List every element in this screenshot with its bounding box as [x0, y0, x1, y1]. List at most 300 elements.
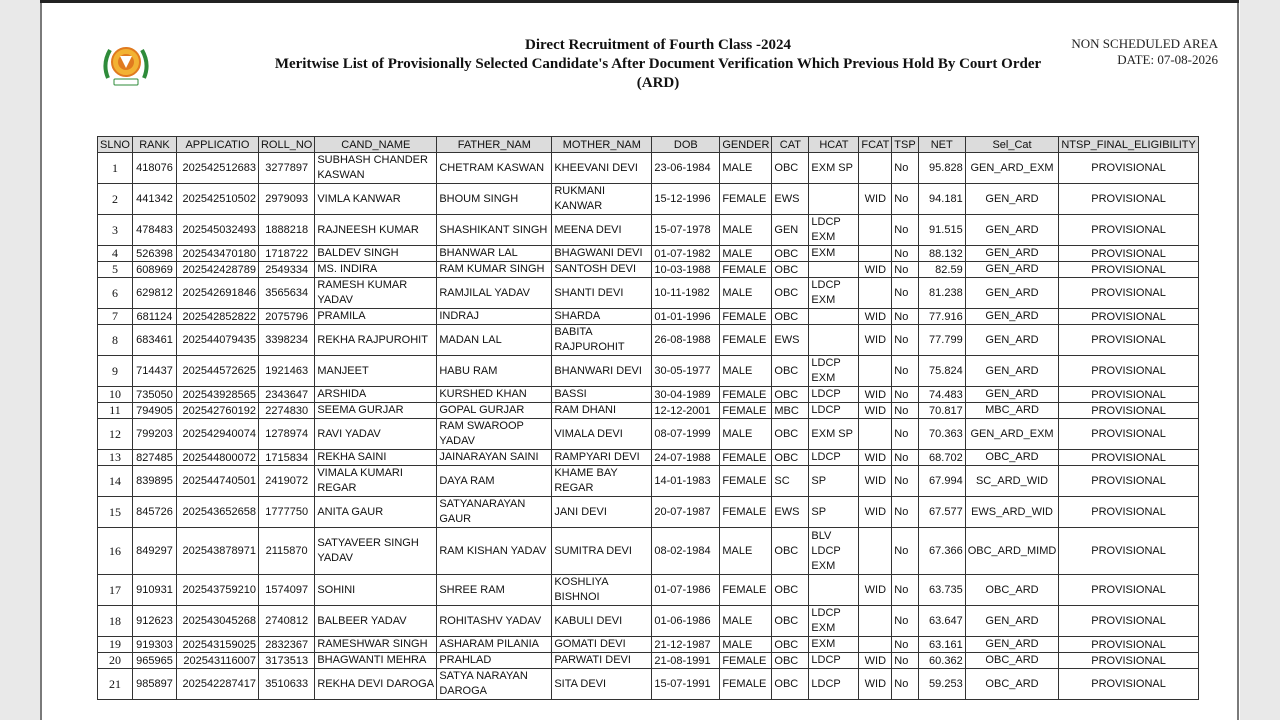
selected-category-cell: OBC_ARD	[965, 653, 1059, 669]
father-name-cell: PRAHLAD	[437, 653, 552, 669]
net-score-cell: 82.59	[918, 262, 965, 278]
tsp-cell: No	[892, 356, 918, 387]
rank-cell: 919303	[132, 637, 176, 653]
mother-name-cell: SHARDA	[552, 309, 652, 325]
table-row	[98, 262, 1199, 278]
table-body	[98, 153, 1199, 700]
category-cell: OBC	[772, 669, 809, 700]
rank-cell: 608969	[132, 262, 176, 278]
selected-category-cell: GEN_ARD	[965, 278, 1059, 309]
dob-cell: 01-07-1986	[652, 575, 720, 606]
fcat-cell	[859, 528, 892, 575]
mother-name-cell: KHEEVANI DEVI	[552, 153, 652, 184]
category-cell: OBC	[772, 356, 809, 387]
slno-cell: 15	[98, 497, 133, 528]
roll-no-cell: 3173513	[258, 653, 314, 669]
tsp-cell: No	[892, 184, 918, 215]
category-cell: OBC	[772, 262, 809, 278]
dob-cell: 30-04-1989	[652, 387, 720, 403]
fcat-cell: WID	[859, 309, 892, 325]
application-cell: 202543159025	[176, 637, 258, 653]
selected-category-cell: GEN_ARD	[965, 262, 1059, 278]
rank-cell: 912623	[132, 606, 176, 637]
slno-cell: 21	[98, 669, 133, 700]
column-header: RANK	[132, 137, 176, 153]
rank-cell: 683461	[132, 325, 176, 356]
net-score-cell: 88.132	[918, 246, 965, 262]
dob-cell: 08-07-1999	[652, 419, 720, 450]
title-line-2: Meritwise List of Provisionally Selected Candidate's After Document Verification Which Previous Hold By Court Order	[274, 56, 1042, 72]
slno-cell: 17	[98, 575, 133, 606]
roll-no-cell: 2075796	[258, 309, 314, 325]
application-cell: 202542852822	[176, 309, 258, 325]
roll-no-cell: 1574097	[258, 575, 314, 606]
dob-cell: 10-03-1988	[652, 262, 720, 278]
fcat-cell	[859, 419, 892, 450]
hcat-cell	[809, 184, 859, 215]
tsp-cell: No	[892, 278, 918, 309]
eligibility-cell: PROVISIONAL	[1059, 356, 1199, 387]
eligibility-cell: PROVISIONAL	[1059, 419, 1199, 450]
candidate-name-cell: RAMESH KUMAR YADAV	[315, 278, 437, 309]
tsp-cell: No	[892, 606, 918, 637]
category-cell: OBC	[772, 419, 809, 450]
category-cell: OBC	[772, 153, 809, 184]
tsp-cell: No	[892, 528, 918, 575]
net-score-cell: 91.515	[918, 215, 965, 246]
father-name-cell: RAM SWAROOP YADAV	[437, 419, 552, 450]
hcat-cell: EXM SP	[809, 153, 859, 184]
fcat-cell	[859, 246, 892, 262]
category-cell: OBC	[772, 653, 809, 669]
category-cell: SC	[772, 466, 809, 497]
mother-name-cell: BABITA RAJPUROHIT	[552, 325, 652, 356]
mother-name-cell: KABULI DEVI	[552, 606, 652, 637]
rank-cell: 799203	[132, 419, 176, 450]
slno-cell: 5	[98, 262, 133, 278]
table-row	[98, 184, 1199, 215]
roll-no-cell: 1715834	[258, 450, 314, 466]
mother-name-cell: RAMPYARI DEVI	[552, 450, 652, 466]
rank-cell: 965965	[132, 653, 176, 669]
candidate-name-cell: BHAGWANTI MEHRA	[315, 653, 437, 669]
roll-no-cell: 2979093	[258, 184, 314, 215]
fcat-cell: WID	[859, 497, 892, 528]
page-left-edge	[40, 0, 42, 720]
fcat-cell	[859, 215, 892, 246]
table-row	[98, 403, 1199, 419]
mother-name-cell: KOSHLIYA BISHNOI	[552, 575, 652, 606]
father-name-cell: RAM KUMAR SINGH	[437, 262, 552, 278]
net-score-cell: 81.238	[918, 278, 965, 309]
slno-cell: 9	[98, 356, 133, 387]
father-name-cell: BHOUM SINGH	[437, 184, 552, 215]
tsp-cell: No	[892, 466, 918, 497]
column-header: NET	[918, 137, 965, 153]
table-row	[98, 528, 1199, 575]
roll-no-cell: 2343647	[258, 387, 314, 403]
rank-cell: 714437	[132, 356, 176, 387]
father-name-cell: SHASHIKANT SINGH	[437, 215, 552, 246]
candidate-name-cell: SATYAVEER SINGH YADAV	[315, 528, 437, 575]
fcat-cell	[859, 356, 892, 387]
tsp-cell: No	[892, 669, 918, 700]
selected-category-cell: GEN_ARD	[965, 606, 1059, 637]
eligibility-cell: PROVISIONAL	[1059, 669, 1199, 700]
mother-name-cell: KHAME BAY REGAR	[552, 466, 652, 497]
application-cell: 202544079435	[176, 325, 258, 356]
eligibility-cell: PROVISIONAL	[1059, 450, 1199, 466]
application-cell: 202543928565	[176, 387, 258, 403]
father-name-cell: ASHARAM PILANIA	[437, 637, 552, 653]
fcat-cell: WID	[859, 325, 892, 356]
rank-cell: 735050	[132, 387, 176, 403]
hcat-cell: LDCP EXM	[809, 215, 859, 246]
selected-category-cell: EWS_ARD_WID	[965, 497, 1059, 528]
dob-cell: 08-02-1984	[652, 528, 720, 575]
rank-cell: 478483	[132, 215, 176, 246]
eligibility-cell: PROVISIONAL	[1059, 606, 1199, 637]
eligibility-cell: PROVISIONAL	[1059, 246, 1199, 262]
father-name-cell: SATYA NARAYAN DAROGA	[437, 669, 552, 700]
hcat-cell: SP	[809, 466, 859, 497]
tsp-cell: No	[892, 387, 918, 403]
mother-name-cell: RUKMANI KANWAR	[552, 184, 652, 215]
column-header: CAND_NAME	[315, 137, 437, 153]
dob-cell: 21-08-1991	[652, 653, 720, 669]
fcat-cell: WID	[859, 403, 892, 419]
father-name-cell: INDRAJ	[437, 309, 552, 325]
rank-cell: 526398	[132, 246, 176, 262]
eligibility-cell: PROVISIONAL	[1059, 309, 1199, 325]
father-name-cell: RAM KISHAN YADAV	[437, 528, 552, 575]
column-header: FCAT	[859, 137, 892, 153]
net-score-cell: 77.799	[918, 325, 965, 356]
category-cell: GEN	[772, 215, 809, 246]
selected-category-cell: MBC_ARD	[965, 403, 1059, 419]
gender-cell: MALE	[720, 637, 772, 653]
father-name-cell: GOPAL GURJAR	[437, 403, 552, 419]
slno-cell: 6	[98, 278, 133, 309]
fcat-cell: WID	[859, 184, 892, 215]
table-header-row	[98, 137, 1199, 153]
net-score-cell: 63.735	[918, 575, 965, 606]
net-score-cell: 95.828	[918, 153, 965, 184]
page-top-edge	[40, 0, 1239, 3]
tsp-cell: No	[892, 450, 918, 466]
tsp-cell: No	[892, 419, 918, 450]
slno-cell: 3	[98, 215, 133, 246]
gender-cell: FEMALE	[720, 466, 772, 497]
slno-cell: 10	[98, 387, 133, 403]
father-name-cell: SHREE RAM	[437, 575, 552, 606]
selected-category-cell: OBC_ARD	[965, 669, 1059, 700]
column-header: HCAT	[809, 137, 859, 153]
net-score-cell: 59.253	[918, 669, 965, 700]
tsp-cell: No	[892, 575, 918, 606]
slno-cell: 20	[98, 653, 133, 669]
table-row	[98, 387, 1199, 403]
application-cell: 202543470180	[176, 246, 258, 262]
application-cell: 202543045268	[176, 606, 258, 637]
roll-no-cell: 3565634	[258, 278, 314, 309]
slno-cell: 7	[98, 309, 133, 325]
hcat-cell	[809, 325, 859, 356]
roll-no-cell: 1921463	[258, 356, 314, 387]
application-cell: 202543759210	[176, 575, 258, 606]
candidate-name-cell: REKHA SAINI	[315, 450, 437, 466]
table-row	[98, 466, 1199, 497]
table-row	[98, 575, 1199, 606]
fcat-cell: WID	[859, 653, 892, 669]
rank-cell: 441342	[132, 184, 176, 215]
eligibility-cell: PROVISIONAL	[1059, 653, 1199, 669]
father-name-cell: DAYA RAM	[437, 466, 552, 497]
hcat-cell	[809, 262, 859, 278]
mother-name-cell: VIMALA DEVI	[552, 419, 652, 450]
selected-category-cell: GEN_ARD	[965, 215, 1059, 246]
rank-cell: 845726	[132, 497, 176, 528]
fcat-cell	[859, 637, 892, 653]
rank-cell: 849297	[132, 528, 176, 575]
rank-cell: 681124	[132, 309, 176, 325]
category-cell: OBC	[772, 528, 809, 575]
mother-name-cell: PARWATI DEVI	[552, 653, 652, 669]
gender-cell: FEMALE	[720, 653, 772, 669]
selected-category-cell: GEN_ARD	[965, 356, 1059, 387]
gender-cell: MALE	[720, 528, 772, 575]
candidate-name-cell: SOHINI	[315, 575, 437, 606]
tsp-cell: No	[892, 497, 918, 528]
dob-cell: 01-07-1982	[652, 246, 720, 262]
eligibility-cell: PROVISIONAL	[1059, 637, 1199, 653]
tsp-cell: No	[892, 153, 918, 184]
roll-no-cell: 1888218	[258, 215, 314, 246]
dob-cell: 24-07-1988	[652, 450, 720, 466]
column-header: DOB	[652, 137, 720, 153]
eligibility-cell: PROVISIONAL	[1059, 325, 1199, 356]
net-score-cell: 70.817	[918, 403, 965, 419]
gender-cell: FEMALE	[720, 184, 772, 215]
mother-name-cell: SITA DEVI	[552, 669, 652, 700]
column-header: CAT	[772, 137, 809, 153]
father-name-cell: HABU RAM	[437, 356, 552, 387]
category-cell: OBC	[772, 309, 809, 325]
fcat-cell: WID	[859, 387, 892, 403]
category-cell: OBC	[772, 606, 809, 637]
table-row	[98, 215, 1199, 246]
selected-category-cell: GEN_ARD	[965, 309, 1059, 325]
page-right-edge	[1237, 0, 1239, 720]
gender-cell: MALE	[720, 278, 772, 309]
dob-cell: 14-01-1983	[652, 466, 720, 497]
slno-cell: 1	[98, 153, 133, 184]
dob-cell: 15-07-1978	[652, 215, 720, 246]
slno-cell: 19	[98, 637, 133, 653]
hcat-cell: LDCP	[809, 450, 859, 466]
fcat-cell: WID	[859, 262, 892, 278]
eligibility-cell: PROVISIONAL	[1059, 278, 1199, 309]
application-cell: 202543116007	[176, 653, 258, 669]
category-cell: OBC	[772, 637, 809, 653]
slno-cell: 16	[98, 528, 133, 575]
hcat-cell: LDCP	[809, 403, 859, 419]
column-header: APPLICATIO	[176, 137, 258, 153]
gender-cell: FEMALE	[720, 325, 772, 356]
candidate-name-cell: SUBHASH CHANDER KASWAN	[315, 153, 437, 184]
net-score-cell: 67.366	[918, 528, 965, 575]
table-row	[98, 419, 1199, 450]
column-header: MOTHER_NAM	[552, 137, 652, 153]
application-cell: 202542691846	[176, 278, 258, 309]
eligibility-cell: PROVISIONAL	[1059, 262, 1199, 278]
application-cell: 202542760192	[176, 403, 258, 419]
candidate-name-cell: MS. INDIRA	[315, 262, 437, 278]
net-score-cell: 67.994	[918, 466, 965, 497]
net-score-cell: 63.647	[918, 606, 965, 637]
mother-name-cell: JANI DEVI	[552, 497, 652, 528]
viewer-left-margin	[0, 0, 40, 720]
viewer-right-margin	[1240, 0, 1280, 720]
roll-no-cell: 3510633	[258, 669, 314, 700]
roll-no-cell: 2549334	[258, 262, 314, 278]
column-header: ROLL_NO	[258, 137, 314, 153]
net-score-cell: 68.702	[918, 450, 965, 466]
application-cell: 202545032493	[176, 215, 258, 246]
father-name-cell: RAMJILAL YADAV	[437, 278, 552, 309]
dob-cell: 23-06-1984	[652, 153, 720, 184]
net-score-cell: 67.577	[918, 497, 965, 528]
eligibility-cell: PROVISIONAL	[1059, 528, 1199, 575]
tsp-cell: No	[892, 403, 918, 419]
tsp-cell: No	[892, 262, 918, 278]
column-header: Sel_Cat	[965, 137, 1059, 153]
roll-no-cell: 1777750	[258, 497, 314, 528]
dob-cell: 30-05-1977	[652, 356, 720, 387]
father-name-cell: SATYANARAYAN GAUR	[437, 497, 552, 528]
gender-cell: MALE	[720, 356, 772, 387]
tsp-cell: No	[892, 215, 918, 246]
fcat-cell: WID	[859, 669, 892, 700]
roll-no-cell: 3277897	[258, 153, 314, 184]
application-cell: 202543878971	[176, 528, 258, 575]
gender-cell: FEMALE	[720, 262, 772, 278]
rank-cell: 794905	[132, 403, 176, 419]
roll-no-cell: 2419072	[258, 466, 314, 497]
mother-name-cell: RAM DHANI	[552, 403, 652, 419]
eligibility-cell: PROVISIONAL	[1059, 215, 1199, 246]
slno-cell: 8	[98, 325, 133, 356]
table-row	[98, 356, 1199, 387]
candidate-name-cell: ANITA GAUR	[315, 497, 437, 528]
column-header: GENDER	[720, 137, 772, 153]
selected-category-cell: GEN_ARD	[965, 387, 1059, 403]
father-name-cell: JAINARAYAN SAINI	[437, 450, 552, 466]
candidate-name-cell: PRAMILA	[315, 309, 437, 325]
roll-no-cell: 2274830	[258, 403, 314, 419]
gender-cell: MALE	[720, 215, 772, 246]
eligibility-cell: PROVISIONAL	[1059, 153, 1199, 184]
category-cell: EWS	[772, 497, 809, 528]
net-score-cell: 77.916	[918, 309, 965, 325]
area-label: NON SCHEDULED AREA	[1071, 36, 1218, 51]
dob-cell: 21-12-1987	[652, 637, 720, 653]
eligibility-cell: PROVISIONAL	[1059, 387, 1199, 403]
tsp-cell: No	[892, 309, 918, 325]
application-cell: 202544572625	[176, 356, 258, 387]
table-row	[98, 497, 1199, 528]
table-row	[98, 653, 1199, 669]
slno-cell: 12	[98, 419, 133, 450]
dob-cell: 15-07-1991	[652, 669, 720, 700]
candidate-name-cell: BALDEV SINGH	[315, 246, 437, 262]
gender-cell: FEMALE	[720, 403, 772, 419]
net-score-cell: 74.483	[918, 387, 965, 403]
rank-cell: 418076	[132, 153, 176, 184]
tsp-cell: No	[892, 637, 918, 653]
slno-cell: 13	[98, 450, 133, 466]
hcat-cell: EXM SP	[809, 419, 859, 450]
hcat-cell: LDCP	[809, 653, 859, 669]
hcat-cell	[809, 309, 859, 325]
roll-no-cell: 2115870	[258, 528, 314, 575]
rank-cell: 910931	[132, 575, 176, 606]
document-title	[200, 36, 1116, 93]
application-cell: 202542510502	[176, 184, 258, 215]
candidate-name-cell: SEEMA GURJAR	[315, 403, 437, 419]
tsp-cell: No	[892, 653, 918, 669]
column-header: TSP	[892, 137, 918, 153]
rank-cell: 839895	[132, 466, 176, 497]
gender-cell: FEMALE	[720, 387, 772, 403]
title-line-1: Direct Recruitment of Fourth Class -2024	[525, 37, 791, 53]
rank-cell: 985897	[132, 669, 176, 700]
selected-category-cell: SC_ARD_WID	[965, 466, 1059, 497]
table-row	[98, 325, 1199, 356]
gender-cell: FEMALE	[720, 497, 772, 528]
table-row	[98, 450, 1199, 466]
net-score-cell: 60.362	[918, 653, 965, 669]
gender-cell: MALE	[720, 153, 772, 184]
eligibility-cell: PROVISIONAL	[1059, 497, 1199, 528]
table-row	[98, 278, 1199, 309]
table-row	[98, 669, 1199, 700]
selected-category-cell: OBC_ARD	[965, 575, 1059, 606]
fcat-cell: WID	[859, 575, 892, 606]
tsp-cell: No	[892, 325, 918, 356]
category-cell: EWS	[772, 325, 809, 356]
rank-cell: 827485	[132, 450, 176, 466]
fcat-cell	[859, 153, 892, 184]
eligibility-cell: PROVISIONAL	[1059, 575, 1199, 606]
selected-category-cell: GEN_ARD	[965, 325, 1059, 356]
roll-no-cell: 1278974	[258, 419, 314, 450]
table-row	[98, 606, 1199, 637]
gender-cell: FEMALE	[720, 450, 772, 466]
rank-cell: 629812	[132, 278, 176, 309]
mother-name-cell: BHANWARI DEVI	[552, 356, 652, 387]
hcat-cell	[809, 575, 859, 606]
fcat-cell	[859, 606, 892, 637]
application-cell: 202544740501	[176, 466, 258, 497]
application-cell: 202542940074	[176, 419, 258, 450]
hcat-cell: LDCP EXM	[809, 606, 859, 637]
dob-cell: 01-06-1986	[652, 606, 720, 637]
merit-list-table	[97, 136, 1199, 700]
mother-name-cell: BHAGWANI DEVI	[552, 246, 652, 262]
candidate-name-cell: ARSHIDA	[315, 387, 437, 403]
eligibility-cell: PROVISIONAL	[1059, 403, 1199, 419]
